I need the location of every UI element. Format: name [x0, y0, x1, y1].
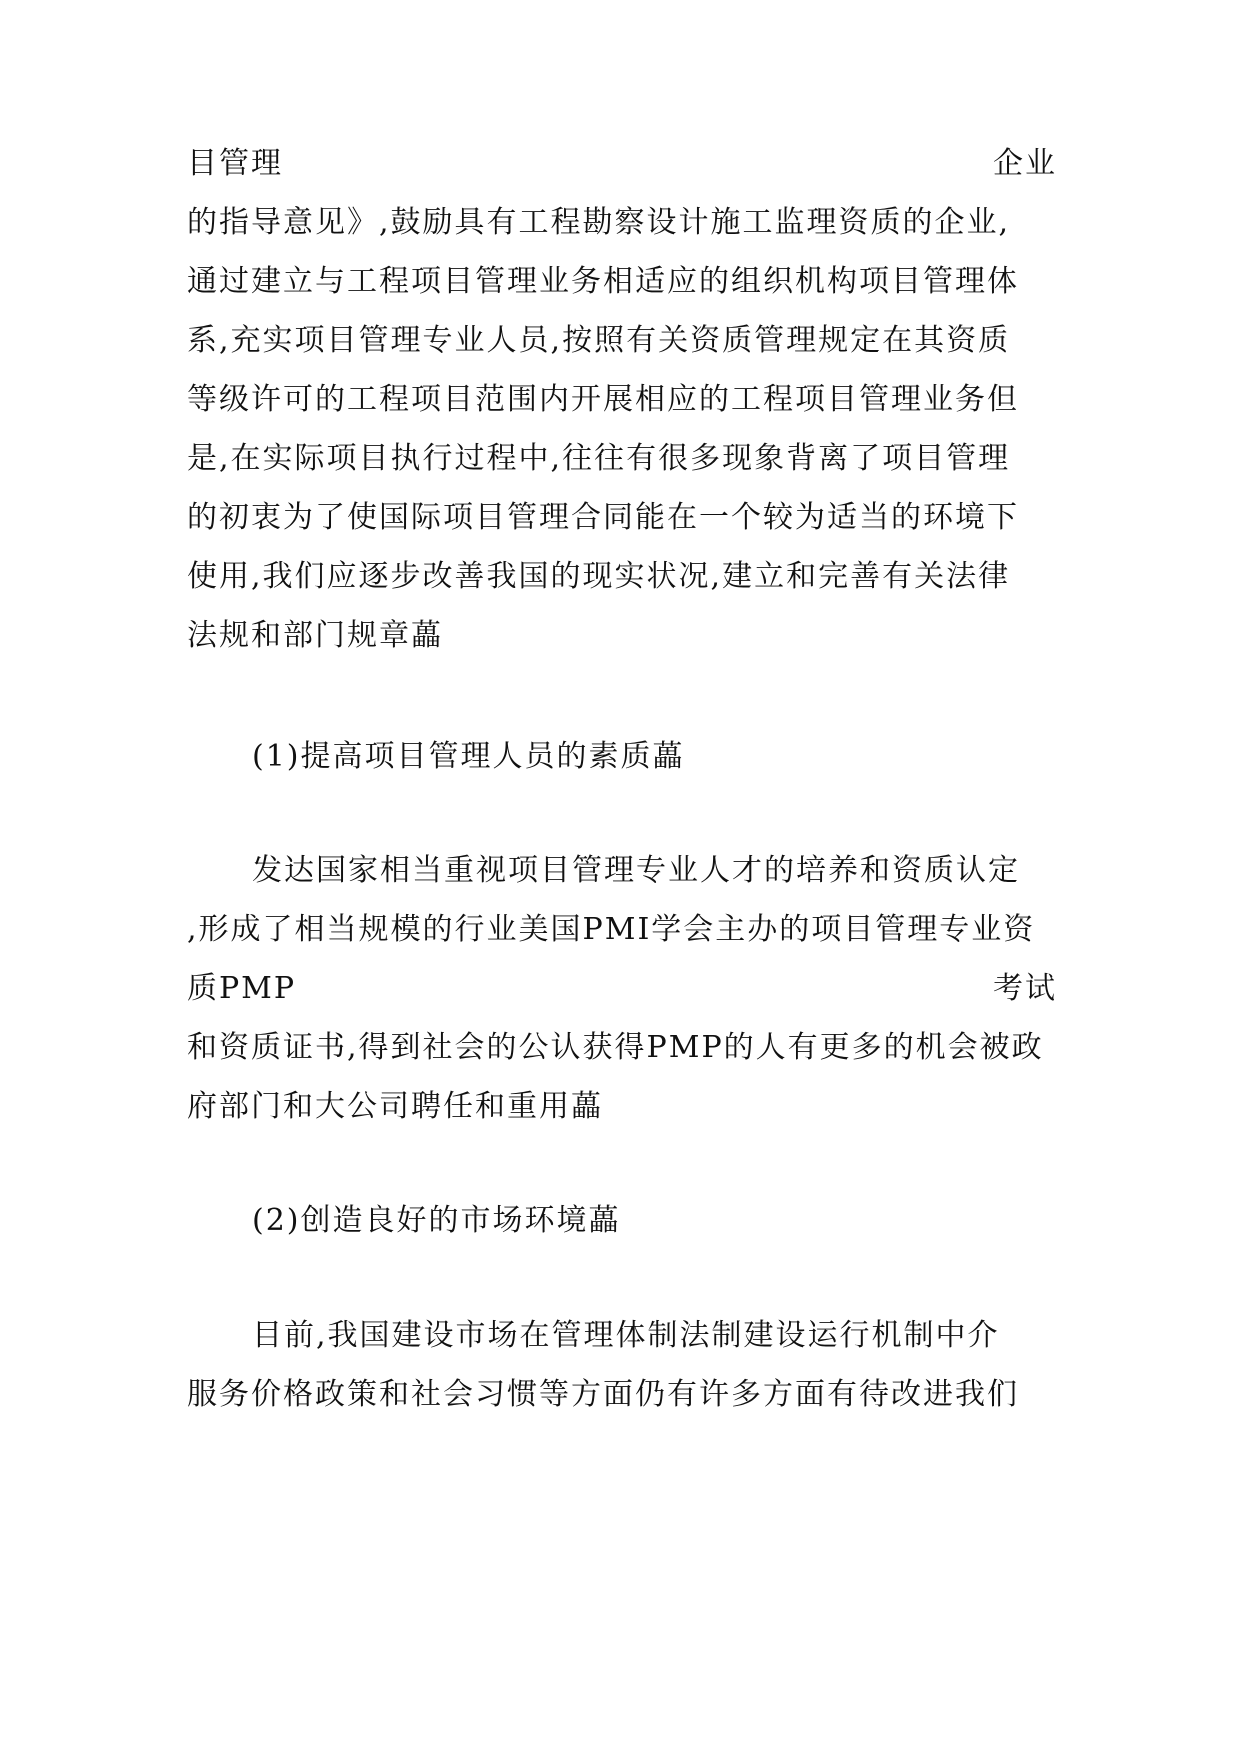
line-left-fragment: 质PMP — [187, 971, 297, 1006]
paragraph-line — [187, 134, 1057, 194]
paragraph-line: 是,在实际项目执行过程中,往往有很多现象背离了项目管理 — [187, 441, 1011, 476]
line-right-fragment: 考试 — [993, 971, 1057, 1006]
paragraph-line: 和资质证书,得到社会的公认获得PMP的人有更多的机会被政 — [187, 1030, 1044, 1065]
line-right-fragment: 企业 — [993, 146, 1057, 181]
paragraph-line: 的初衷为了使国际项目管理合同能在一个较为适当的环境下 — [187, 500, 1019, 535]
paragraph-line: 发达国家相当重视项目管理专业人才的培养和资质认定 — [252, 853, 1020, 888]
line-left-fragment: 目管理 — [187, 146, 283, 181]
paragraph-line: 通过建立与工程项目管理业务相适应的组织机构项目管理体 — [187, 264, 1019, 299]
paragraph-line: 系,充实项目管理专业人员,按照有关资质管理规定在其资质 — [187, 323, 1011, 358]
paragraph-line: 服务价格政策和社会习惯等方面仍有许多方面有待改进我们 — [187, 1377, 1019, 1412]
section-heading: (1)提高项目管理人员的素质藟 — [252, 739, 685, 774]
paragraph-line: 使用,我们应逐步改善我国的现实状况,建立和完善有关法律 — [187, 559, 1011, 594]
paragraph-line: ,形成了相当规模的行业美国PMI学会主办的项目管理专业资 — [187, 912, 1036, 947]
paragraph-line: 目前,我国建设市场在管理体制法制建设运行机制中介 — [252, 1318, 1000, 1353]
paragraph-line — [187, 959, 1057, 1019]
section-heading: (2)创造良好的市场环境藟 — [252, 1203, 621, 1238]
paragraph-line: 法规和部门规章藟 — [187, 618, 443, 653]
paragraph-line: 府部门和大公司聘任和重用藟 — [187, 1089, 603, 1124]
paragraph-line: 的指导意见》,鼓励具有工程勘察设计施工监理资质的企业, — [187, 205, 1011, 240]
paragraph-line: 等级许可的工程项目范围内开展相应的工程项目管理业务但 — [187, 382, 1019, 417]
